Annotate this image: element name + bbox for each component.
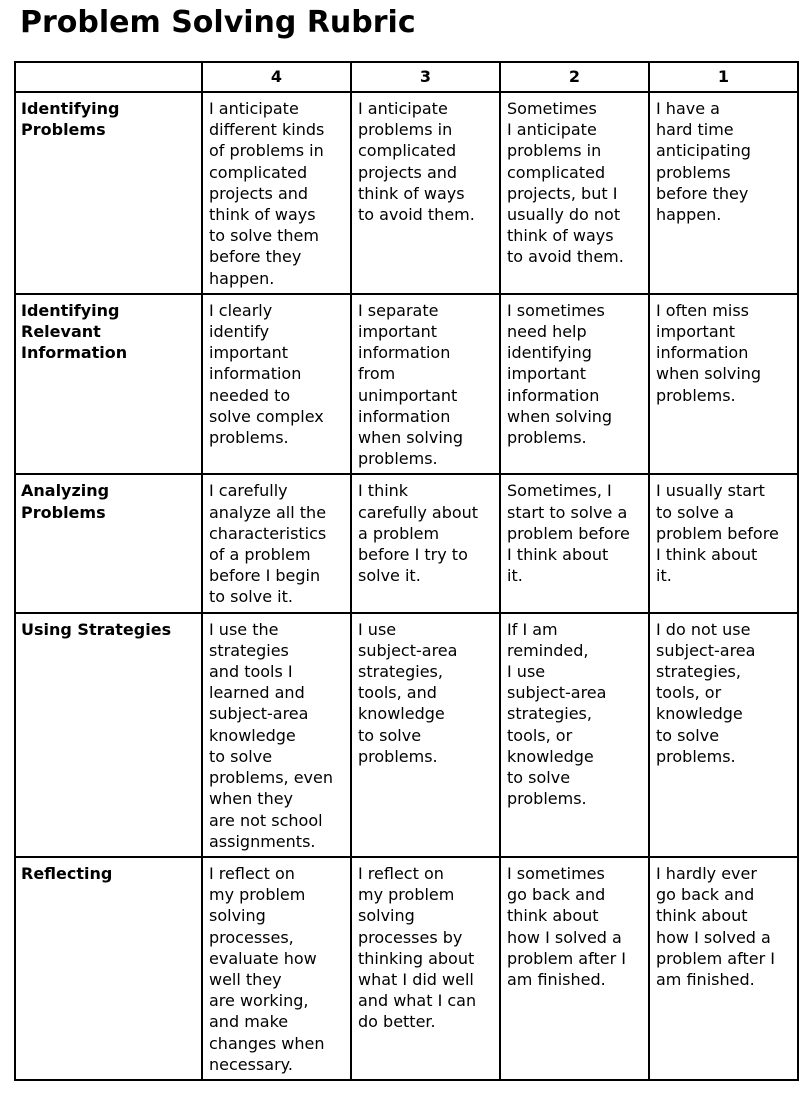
table-row-identifying-problems [15,92,798,294]
rubric-cell: I often miss important information when solving problems. [649,294,798,475]
criterion-label: Identifying Problems [15,92,202,294]
rubric-cell: Sometimes, I start to solve a problem before I think about it. [500,474,649,612]
corner-cell [15,62,202,92]
criterion-label: Reflecting [15,857,202,1080]
rubric-cell: I think carefully about a problem before I try to solve it. [351,474,500,612]
rubric-cell: I anticipate different kinds of problems in complicated projects and think of ways to solve them before they happen. [202,92,351,294]
rubric-cell: I reflect on my problem solving processes, evaluate how well they are working, and make changes when necessary. [202,857,351,1080]
rubric-cell: I reflect on my problem solving processes by thinking about what I did well and what I can do better. [351,857,500,1080]
column-header-3: 3 [351,62,500,92]
rubric-cell: If I am reminded, I use subject-area strategies, tools, or knowledge to solve problems. [500,613,649,857]
column-header-2: 2 [500,62,649,92]
rubric-cell: I usually start to solve a problem before I think about it. [649,474,798,612]
criterion-label: Identifying Relevant Information [15,294,202,475]
header-row [15,62,798,92]
table-row-identifying-relevant-information [15,294,798,475]
column-header-4: 4 [202,62,351,92]
criterion-label: Analyzing Problems [15,474,202,612]
rubric-cell: I separate important information from unimportant information when solving problems. [351,294,500,475]
table-row-analyzing-problems [15,474,798,612]
rubric-table [14,61,799,1081]
rubric-cell: I use the strategies and tools I learned and subject-area knowledge to solve problems, even when they are not school assignments. [202,613,351,857]
rubric-cell: I anticipate problems in complicated projects and think of ways to avoid them. [351,92,500,294]
page-title: Problem Solving Rubric [20,5,416,40]
column-header-1: 1 [649,62,798,92]
rubric-cell: I sometimes need help identifying important information when solving problems. [500,294,649,475]
rubric-cell: I hardly ever go back and think about how I solved a problem after I am finished. [649,857,798,1080]
rubric-cell: Sometimes I anticipate problems in complicated projects, but I usually do not think of ways to avoid them. [500,92,649,294]
table-row-reflecting [15,857,798,1080]
rubric-cell: I sometimes go back and think about how I solved a problem after I am finished. [500,857,649,1080]
rubric-cell: I do not use subject-area strategies, tools, or knowledge to solve problems. [649,613,798,857]
table-row-using-strategies [15,613,798,857]
rubric-cell: I carefully analyze all the characteristics of a problem before I begin to solve it. [202,474,351,612]
criterion-label: Using Strategies [15,613,202,857]
rubric-cell: I clearly identify important information needed to solve complex problems. [202,294,351,475]
rubric-cell: I use subject-area strategies, tools, and knowledge to solve problems. [351,613,500,857]
rubric-cell: I have a hard time anticipating problems before they happen. [649,92,798,294]
